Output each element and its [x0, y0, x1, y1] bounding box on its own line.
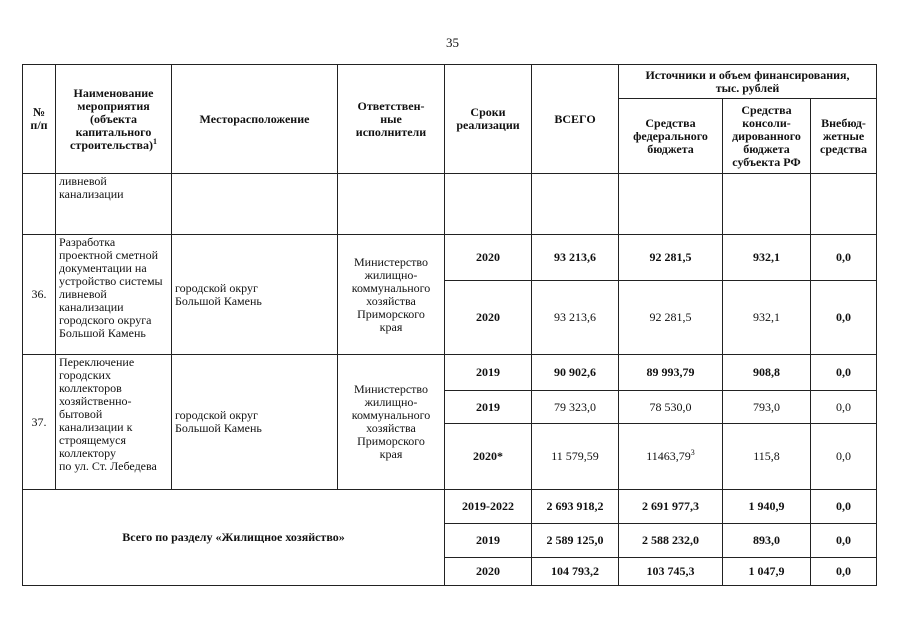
summary-label: Всего по разделу «Жилищное хозяйство» [23, 490, 445, 586]
cell-federal: 2 588 232,0 [619, 524, 723, 558]
cell-name: Разработка проектной сметной документации на устройство системы ливневой канализации городского округа Большой Камень [56, 235, 172, 355]
cell-executor: Министерство жилищно- коммунального хозяйства Приморского края [338, 355, 445, 490]
header-total: ВСЕГО [532, 65, 619, 174]
cell-regional: 908,8 [723, 355, 811, 391]
cell-name: ливневой канализации [56, 174, 172, 235]
cell-extra: 0,0 [811, 391, 877, 424]
cell-extra: 0,0 [811, 558, 877, 586]
page-number: 35 [446, 35, 459, 50]
cell-federal: 92 281,5 [619, 235, 723, 281]
cell-extra: 0,0 [811, 424, 877, 490]
cell-regional: 932,1 [723, 281, 811, 355]
cell-period: 2020 [445, 558, 532, 586]
cell-executor [338, 174, 445, 235]
cell-federal: 89 993,79 [619, 355, 723, 391]
cell-period: 2020 [445, 281, 532, 355]
cell-total: 2 589 125,0 [532, 524, 619, 558]
cell-regional [723, 174, 811, 235]
cell-location [172, 174, 338, 235]
cell-total: 93 213,6 [532, 281, 619, 355]
header-period: Сроки реализации [445, 65, 532, 174]
cell-extra: 0,0 [811, 524, 877, 558]
cell-federal: 92 281,5 [619, 281, 723, 355]
cell-num: 36. [23, 235, 56, 355]
cell-location: городской округ Большой Камень [172, 235, 338, 355]
table-row [23, 235, 877, 281]
cell-total: 90 902,6 [532, 355, 619, 391]
cell-federal: 78 530,0 [619, 391, 723, 424]
cell-num [23, 174, 56, 235]
cell-regional: 1 047,9 [723, 558, 811, 586]
header-federal: Средства федерального бюджета [619, 99, 723, 174]
cell-total [532, 174, 619, 235]
financing-table [22, 64, 877, 586]
cell-total: 93 213,6 [532, 235, 619, 281]
header-extra: Внебюд- жетные средства [811, 99, 877, 174]
header-executors: Ответствен- ные исполнители [338, 65, 445, 174]
cell-regional: 932,1 [723, 235, 811, 281]
summary-row [23, 490, 877, 524]
header-name: Наименование мероприятия (объекта капитального строительства)$^1$ [56, 65, 172, 174]
cell-extra: 0,0 [811, 235, 877, 281]
cell-executor: Министерство жилищно- коммунального хозяйства Приморского края [338, 235, 445, 355]
cell-period: 2019-2022 [445, 490, 532, 524]
table-row [23, 355, 877, 391]
cell-federal: 2 691 977,3 [619, 490, 723, 524]
cell-total: 11 579,59 [532, 424, 619, 490]
cell-extra: 0,0 [811, 490, 877, 524]
header-regional: Средства консоли- дированного бюджета субъекта РФ [723, 99, 811, 174]
cell-period [445, 174, 532, 235]
cell-period: 2019 [445, 355, 532, 391]
cell-regional: 115,8 [723, 424, 811, 490]
cell-extra: 0,0 [811, 281, 877, 355]
cell-num: 37. [23, 355, 56, 490]
cell-regional: 793,0 [723, 391, 811, 424]
cell-extra: 0,0 [811, 355, 877, 391]
cell-period: 2019 [445, 524, 532, 558]
cell-total: 104 793,2 [532, 558, 619, 586]
cell-period: 2019 [445, 391, 532, 424]
cell-period: 2020 [445, 235, 532, 281]
cell-period: 2020* [445, 424, 532, 490]
cell-regional: 893,0 [723, 524, 811, 558]
cell-federal: 11463,79$^3$ [619, 424, 723, 490]
cell-regional: 1 940,9 [723, 490, 811, 524]
cell-extra [811, 174, 877, 235]
cell-total: 79 323,0 [532, 391, 619, 424]
cell-name: Переключение городских коллекторов хозяйственно- бытовой канализации к строящемуся коллектору по ул. Ст. Лебедева [56, 355, 172, 490]
cell-location: городской округ Большой Камень [172, 355, 338, 490]
cell-federal [619, 174, 723, 235]
header-sources: Источники и объем финансирования, тыс. рублей [619, 65, 877, 99]
header-num: № п/п [23, 65, 56, 174]
cell-federal: 103 745,3 [619, 558, 723, 586]
header-location: Месторасположение [172, 65, 338, 174]
table-row [23, 174, 877, 235]
cell-total: 2 693 918,2 [532, 490, 619, 524]
